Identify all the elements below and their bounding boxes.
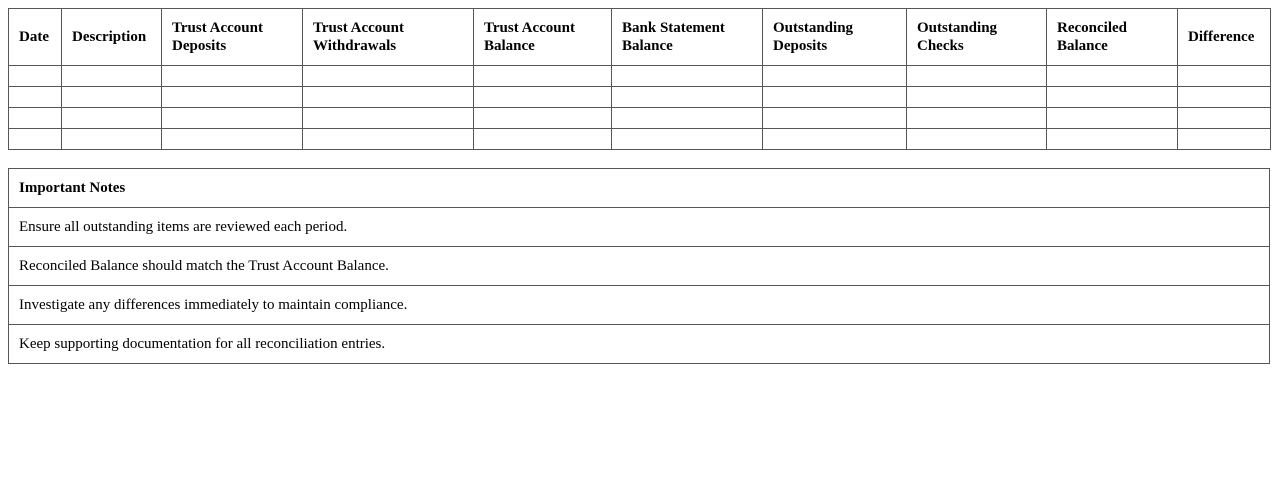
table-cell xyxy=(303,87,474,108)
table-cell xyxy=(907,129,1047,150)
table-cell xyxy=(763,87,907,108)
table-row xyxy=(9,87,1271,108)
table-cell xyxy=(162,87,303,108)
table-row xyxy=(9,108,1271,129)
table-cell xyxy=(763,66,907,87)
table-cell xyxy=(474,66,612,87)
notes-heading-row xyxy=(9,169,1270,208)
table-cell xyxy=(907,66,1047,87)
header-outstanding-checks: Outstanding Checks xyxy=(907,9,1047,66)
table-cell xyxy=(162,108,303,129)
table-cell xyxy=(907,108,1047,129)
table-cell xyxy=(763,108,907,129)
table-cell xyxy=(62,108,162,129)
table-cell xyxy=(1047,129,1178,150)
note-row xyxy=(9,247,1270,286)
table-cell xyxy=(9,108,62,129)
table-cell xyxy=(9,129,62,150)
table-cell xyxy=(9,66,62,87)
table-cell xyxy=(474,129,612,150)
important-notes-table xyxy=(8,168,1270,364)
table-cell xyxy=(303,129,474,150)
table-cell xyxy=(1178,66,1271,87)
header-trust-account-withdrawals: Trust Account Withdrawals xyxy=(303,9,474,66)
table-cell xyxy=(1178,129,1271,150)
table-cell xyxy=(9,87,62,108)
table-cell xyxy=(162,66,303,87)
table-cell xyxy=(303,66,474,87)
table-cell xyxy=(1047,108,1178,129)
table-cell xyxy=(1178,108,1271,129)
table-cell xyxy=(907,87,1047,108)
table-cell xyxy=(474,108,612,129)
table-cell xyxy=(612,66,763,87)
header-description: Description xyxy=(62,9,162,66)
table-cell xyxy=(162,129,303,150)
table-row xyxy=(9,66,1271,87)
note-item: Reconciled Balance should match the Trust Account Balance. xyxy=(9,247,1270,286)
table-cell xyxy=(612,129,763,150)
header-trust-account-balance: Trust Account Balance xyxy=(474,9,612,66)
header-difference: Difference xyxy=(1178,9,1271,66)
table-cell xyxy=(1178,87,1271,108)
table-cell xyxy=(62,87,162,108)
note-row xyxy=(9,325,1270,364)
header-outstanding-deposits: Outstanding Deposits xyxy=(763,9,907,66)
header-row xyxy=(9,9,1271,66)
header-date: Date xyxy=(9,9,62,66)
header-reconciled-balance: Reconciled Balance xyxy=(1047,9,1178,66)
table-cell xyxy=(612,108,763,129)
note-row xyxy=(9,286,1270,325)
notes-heading: Important Notes xyxy=(9,169,1270,208)
header-bank-statement-balance: Bank Statement Balance xyxy=(612,9,763,66)
table-row xyxy=(9,129,1271,150)
table-cell xyxy=(474,87,612,108)
table-cell xyxy=(62,129,162,150)
table-cell xyxy=(612,87,763,108)
table-cell xyxy=(303,108,474,129)
reconciliation-table xyxy=(8,8,1271,150)
table-cell xyxy=(1047,66,1178,87)
note-item: Investigate any differences immediately to maintain compliance. xyxy=(9,286,1270,325)
note-row xyxy=(9,208,1270,247)
note-item: Ensure all outstanding items are reviewed each period. xyxy=(9,208,1270,247)
table-cell xyxy=(763,129,907,150)
note-item: Keep supporting documentation for all reconciliation entries. xyxy=(9,325,1270,364)
header-trust-account-deposits: Trust Account Deposits xyxy=(162,9,303,66)
table-cell xyxy=(62,66,162,87)
table-cell xyxy=(1047,87,1178,108)
